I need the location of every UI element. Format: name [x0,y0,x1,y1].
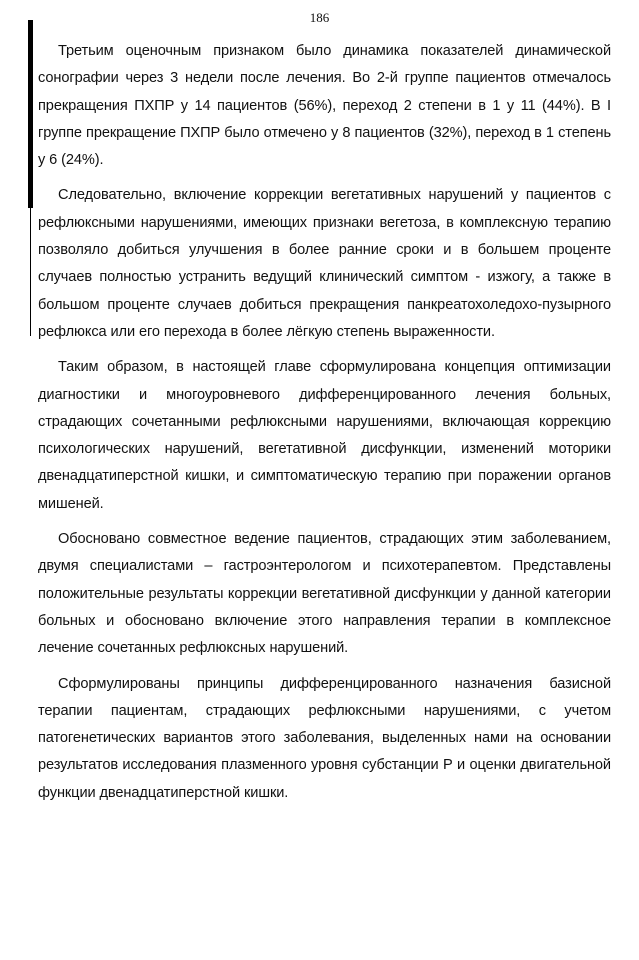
margin-mark-line [30,206,31,336]
margin-mark-bar [28,20,33,208]
page-number: 186 [309,10,330,25]
paragraph-3: Таким образом, в настоящей главе сформулирована концепция оптимизации диагностики и многоуровневого дифференцированного лечения больных, страдающих сочетанными рефлюксными нарушениями, включающая коррекцию психологических нарушений, вегетативной дисфункции, изменений моторики двенадцатиперстной кишки, и симптоматическую терапию при поражении органов мишеней. [38,359,611,512]
paragraph-2: Следовательно, включение коррекции вегетативных нарушений у пациентов с рефлюксными нарушениями, имеющих признаки вегетоза, в комплексную терапию позволяло добиться улучшения в более ранние сроки и в большем проценте случаев полностью устранить ведущий клинический симптом - изжогу, а также в большом проценте случаев добиться прекращения панкреатохоледохо-пузырного рефлюкса или его перехода в более лёгкую степень выраженности. [38,187,611,340]
paragraph-4: Обосновано совместное ведение пациентов, страдающих этим заболеванием, двумя специалистами – гастроэнтерологом и психотерапевтом. Представлены положительные результаты коррекции вегетативной дисфункции у данной категории больных и обосновано включение этого направления терапии в комплексное лечение сочетанных рефлюксных нарушений. [38,531,611,657]
body-text [38,38,611,815]
paragraph-1: Третьим оценочным признаком было динамика показателей динамической сонографии через 3 недели после лечения. Во 2-й группе пациентов отмечалось прекращения ПХПР у 14 пациентов (56%), переход 2 степени в 1 у 11 (44%). В I группе прекращение ПХПР было отмечено у 8 пациентов (32%), переход в 1 степень у 6 (24%). [38,43,611,169]
paragraph-5: Сформулированы принципы дифференцированного назначения базисной терапии пациентам, страдающих рефлюксными нарушениями, с учетом патогенетических вариантов этого заболевания, выделенных нами на основании результатов исследования плазменного уровня субстанции Р и оценки двигательной функции двенадцатиперстной кишки. [38,675,611,801]
